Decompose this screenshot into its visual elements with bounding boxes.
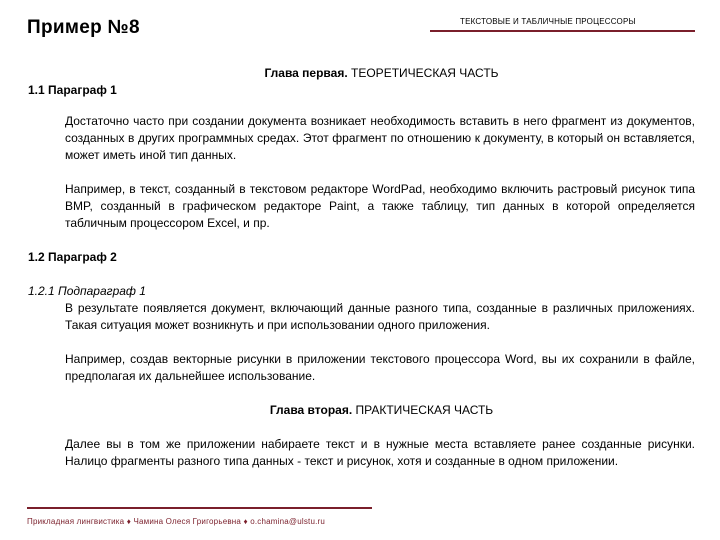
paragraph-one-text-2: Например, в текст, созданный в текстовом редакторе WordPad, необходимо включить растровый рисунок типа BMP, созданный в графическом редакторе Paint, а также таблицу, тип данных в которой определяется табличным процессором Excel, и пр. — [65, 182, 695, 230]
paragraph-two-heading: 1.2 Параграф 2 — [28, 250, 117, 264]
subparagraph-text-2: Например, создав векторные рисунки в приложении текстового процессора Word, вы их сохранили в файле, предполагая их дальнейшее использование. — [65, 352, 695, 383]
header-rule — [430, 30, 695, 32]
paragraph-one-heading: 1.1 Параграф 1 — [28, 83, 117, 97]
chapter-one-heading — [28, 65, 695, 82]
chapter-two-label: Глава вторая. — [269, 403, 353, 417]
footer-text: Прикладная лингвистика ♦ Чамина Олеся Григорьевна ♦ o.chamina@ulstu.ru — [27, 517, 326, 526]
footer-rule — [27, 507, 372, 509]
document-body — [28, 65, 695, 470]
header-caption: ТЕКСТОВЫЕ И ТАБЛИЧНЫЕ ПРОЦЕССОРЫ — [460, 17, 636, 26]
subparagraph-one-heading: 1.2.1 Подпараграф 1 — [28, 284, 146, 298]
chapter-two-heading — [28, 402, 695, 419]
chapter-two-text: Далее вы в том же приложении набираете текст и в нужные места вставляете ранее созданные рисунки. Налицо фрагменты разного типа данных - текст и рисунок, хотя и созданные в одном приложении. — [65, 437, 695, 468]
slide-title: Пример №8 — [27, 17, 140, 38]
paragraph-one-text-1: Достаточно часто при создании документа возникает необходимость вставить в него фрагмент из документов, созданных в других программных средах. Этот фрагмент по отношению к документу, в который он вставляется, может иметь иной тип данных. — [65, 114, 695, 162]
chapter-two-title: ПРАКТИЧЕСКАЯ ЧАСТЬ — [355, 403, 494, 417]
chapter-one-title: ТЕОРЕТИЧЕСКАЯ ЧАСТЬ — [351, 66, 499, 80]
subparagraph-text-1: В результате появляется документ, включающий данные разного типа, созданные в различных приложениях. Такая ситуация может возникнуть и при использовании одного приложения. — [65, 301, 695, 332]
chapter-one-label: Глава первая. — [264, 66, 348, 80]
